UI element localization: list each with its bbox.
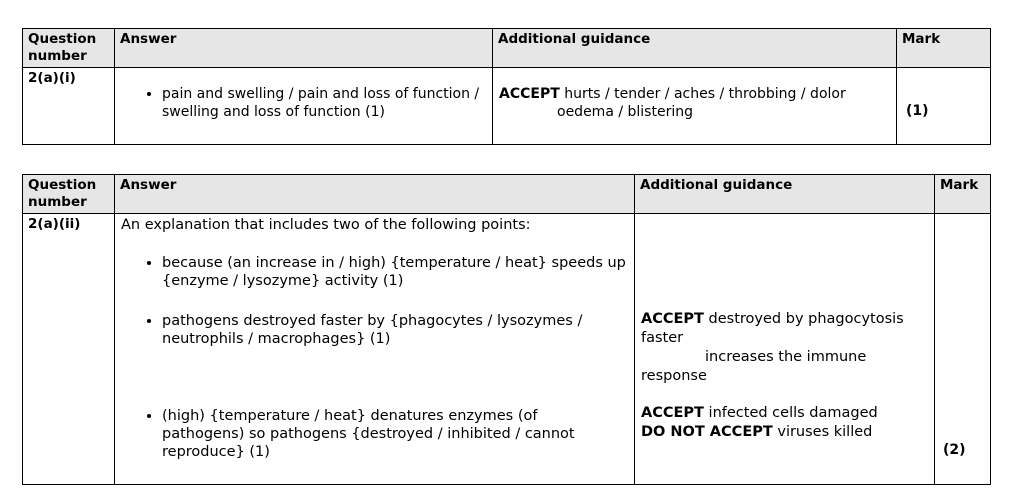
mark-value: (1): [906, 103, 929, 119]
guidance-text: hurts / tender / aches / throbbing / dolor: [564, 86, 846, 102]
mark-value: (2): [943, 442, 966, 458]
answer-point: • (high) {temperature / heat} denatures enzymes (of pathogens) so pathogens {destroyed / inhibited / cannot reproduce} (1): [162, 407, 612, 461]
header-answer: Answer: [120, 31, 177, 47]
guidance-text-line3: response: [641, 368, 707, 384]
guidance-keyword-reject: DO NOT ACCEPT: [641, 424, 773, 440]
question-number: 2(a)(ii): [28, 216, 81, 232]
guidance-text: viruses killed: [777, 424, 873, 440]
header-guidance: Additional guidance: [640, 177, 793, 193]
header-mark: Mark: [902, 31, 941, 47]
answer-point: • because (an increase in / high) {temperature / heat} speeds up {enzyme / lysozyme} activity (1): [162, 254, 652, 290]
answer-list: [115, 85, 492, 121]
answer-list: [115, 254, 652, 290]
header-question-number: Question number: [28, 31, 97, 64]
guidance-keyword: ACCEPT: [499, 86, 560, 102]
header-row: [23, 175, 991, 214]
header-answer: Answer: [120, 177, 177, 193]
answer-list: [115, 312, 632, 348]
table-row: [23, 68, 991, 145]
header-row: [23, 29, 991, 68]
guidance-text-line2: oedema / blistering: [557, 104, 693, 120]
guidance-block-2: [641, 404, 926, 442]
guidance-keyword: ACCEPT: [641, 311, 704, 327]
guidance-text: infected cells damaged: [708, 405, 878, 421]
mark-scheme-table-2ai: [22, 28, 991, 145]
answer-intro: An explanation that includes two of the following points:: [121, 217, 531, 233]
answer-list: [115, 407, 612, 461]
guidance-text-line2: increases the immune: [705, 349, 867, 365]
table-row: [23, 214, 991, 485]
answer-point: • pathogens destroyed faster by {phagocytes / lysozymes / neutrophils / macrophages} (1): [162, 312, 632, 348]
header-mark: Mark: [940, 177, 979, 193]
answer-point: • pain and swelling / pain and loss of function / swelling and loss of function (1): [162, 85, 492, 121]
mark-scheme-table-2aii: [22, 174, 991, 485]
guidance-text: destroyed by phagocytosis faster: [641, 311, 904, 346]
question-number: 2(a)(i): [28, 70, 76, 86]
header-guidance: Additional guidance: [498, 31, 651, 47]
guidance-cell: [493, 68, 896, 121]
guidance-keyword: ACCEPT: [641, 405, 704, 421]
guidance-block-1: [641, 310, 926, 386]
header-question-number: Question number: [28, 177, 97, 210]
